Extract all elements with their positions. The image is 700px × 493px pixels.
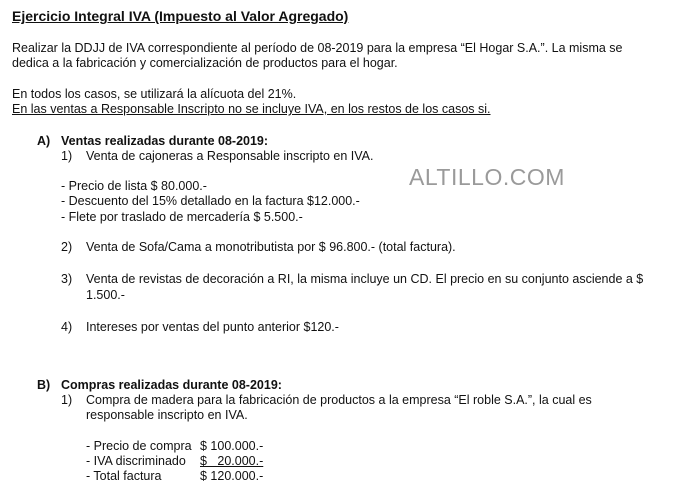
item-b1-text-cont: responsable inscripto en IVA. <box>86 408 248 422</box>
item-a1-detail: - Precio de lista $ 80.000.- <box>61 179 207 193</box>
item-a1-detail: - Flete por traslado de mercadería $ 5.500.- <box>61 210 303 224</box>
purchase-detail-row <box>86 469 263 484</box>
purchase-detail-amount: $ 120.000.- <box>200 469 264 483</box>
section-a-heading: Ventas realizadas durante 08-2019: <box>61 134 269 148</box>
section-a-letter: A) <box>37 134 51 148</box>
item-b1-number: 1) <box>61 393 73 407</box>
item-a1-detail: - Descuento del 15% detallado en la factura $12.000.- <box>61 194 360 208</box>
item-a1-number: 1) <box>61 149 73 163</box>
purchase-detail-row <box>86 454 263 469</box>
item-a2-text: Venta de Sofa/Cama a monotributista por $ 96.800.- (total factura). <box>86 240 456 254</box>
purchase-detail-label: - Precio de compra <box>86 439 192 453</box>
watermark: ALTILLO.COM <box>409 164 565 190</box>
item-a4-text: Intereses por ventas del punto anterior $120.- <box>86 320 339 334</box>
item-a3-number: 3) <box>61 272 73 286</box>
item-a3-text-cont: 1.500.- <box>86 288 125 302</box>
purchase-detail-label: - Total factura <box>86 469 162 483</box>
purchase-detail-row <box>86 439 263 454</box>
section-b-heading: Compras realizadas durante 08-2019: <box>61 378 282 392</box>
item-a1-text: Venta de cajoneras a Responsable inscripto en IVA. <box>86 149 374 163</box>
purchase-detail-label: - IVA discriminado <box>86 454 186 468</box>
section-b-letter: B) <box>37 378 51 392</box>
purchase-detail-amount: $ 100.000.- <box>200 439 264 453</box>
page-title: Ejercicio Integral IVA (Impuesto al Valor Agregado) <box>12 8 349 24</box>
item-a4-number: 4) <box>61 320 73 334</box>
note-line-2: En las ventas a Responsable Inscripto no se incluye IVA, en los restos de los casos si. <box>12 102 491 116</box>
note-line-1: En todos los casos, se utilizará la alícuota del 21%. <box>12 87 297 101</box>
item-a3-text: Venta de revistas de decoración a RI, la misma incluye un CD. El precio en su conjunto asciende a $ <box>86 272 644 286</box>
item-a2-number: 2) <box>61 240 73 254</box>
intro-line-1: Realizar la DDJJ de IVA correspondiente al período de 08-2019 para la empresa “El Hogar S.A.”. La misma se <box>12 41 623 55</box>
item-b1-text: Compra de madera para la fabricación de productos a la empresa “El roble S.A.”, la cual es <box>86 393 592 407</box>
purchase-detail-amount: $ 20.000.- <box>200 454 264 468</box>
intro-line-2: dedica a la fabricación y comercialización de productos para el hogar. <box>12 56 398 70</box>
